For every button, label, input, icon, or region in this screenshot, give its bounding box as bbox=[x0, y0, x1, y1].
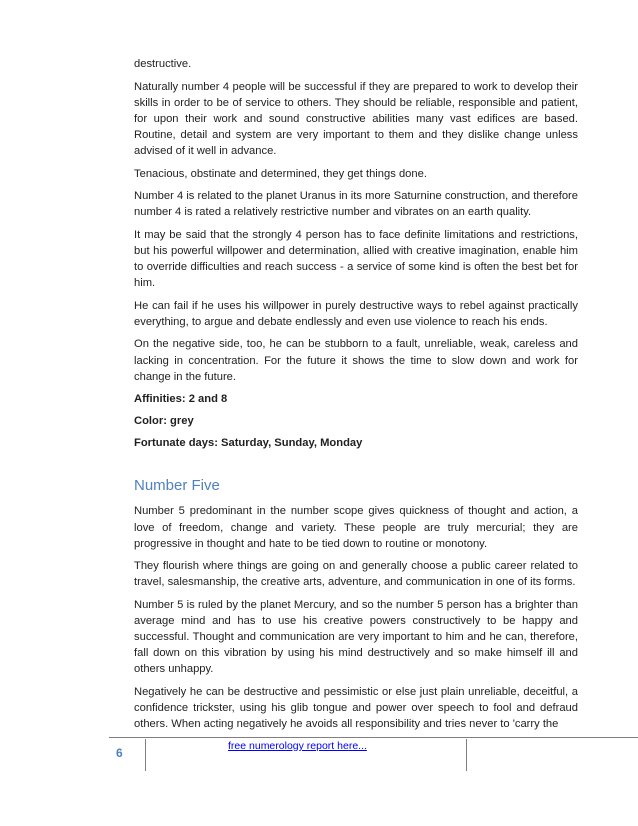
section-heading: Number Five bbox=[134, 477, 220, 495]
paragraph: Number 5 predominant in the number scope gives quickness of thought and action, a love of freedom, change and variety. These people are truly mercurial; they are progressive in thought and hate to be tied down to routine or monotony. bbox=[134, 505, 578, 550]
page-content bbox=[134, 56, 578, 739]
fortunate-days-line: Fortunate days: Saturday, Sunday, Monday bbox=[134, 437, 363, 450]
footer-link[interactable]: free numerology report here... bbox=[228, 740, 367, 752]
footer-divider bbox=[109, 737, 638, 738]
page-number: 6 bbox=[116, 746, 123, 760]
paragraph: Tenacious, obstinate and determined, they get things done. bbox=[134, 167, 427, 180]
paragraph: Naturally number 4 people will be successful if they are prepared to work to develop their skills in order to be of service to others. They should be reliable, responsible and patient, for upon their work and sound constructive abilities many vast edifices are based. Routine, detail and system are very important to them and they dislike change unless advised of it well in advance. bbox=[134, 80, 578, 157]
paragraph: destructive. bbox=[134, 58, 192, 70]
paragraph: Number 5 is ruled by the planet Mercury, and so the number 5 person has a brighter than average mind and has to use his creative powers constructively to be happy and successful. Thought and communication are very important to him and he can, therefore, fall down on this vibration by using his mind destructively and so make himself ill and others unhappy. bbox=[134, 598, 578, 676]
paragraph: On the negative side, too, he can be stubborn to a fault, unreliable, weak, careless and lacking in concentration. For the future it shows the time to slow down and work for change in the future. bbox=[134, 338, 578, 383]
paragraph: He can fail if he uses his willpower in purely destructive ways to rebel against practically everything, to argue and debate endlessly and even use violence to reach his ends. bbox=[134, 299, 578, 328]
paragraph: It may be said that the strongly 4 person has to face definite limitations and restrictions, but his powerful willpower and determination, allied with creative imagination, enable him to override difficulties and reach success - a service of some kind is often the best bet for him. bbox=[134, 228, 578, 290]
color-line: Color: grey bbox=[134, 415, 194, 428]
affinities-line: Affinities: 2 and 8 bbox=[134, 393, 228, 406]
footer-separator bbox=[466, 739, 467, 771]
paragraph: Number 4 is related to the planet Uranus in its more Saturnine construction, and therefore number 4 is rated a relatively restrictive number and vibrates on an earth quality. bbox=[134, 190, 578, 219]
paragraph: Negatively he can be destructive and pessimistic or else just plain unreliable, deceitful, a confidence trickster, using his glib tongue and power over speech to fool and defraud others. When acting negatively he avoids all responsibility and tries never to 'carry the bbox=[134, 685, 578, 731]
footer-separator bbox=[145, 739, 146, 771]
paragraph: They flourish where things are going on and generally choose a public career related to travel, salesmanship, the creative arts, adventure, and communication in one of its forms. bbox=[134, 560, 578, 589]
